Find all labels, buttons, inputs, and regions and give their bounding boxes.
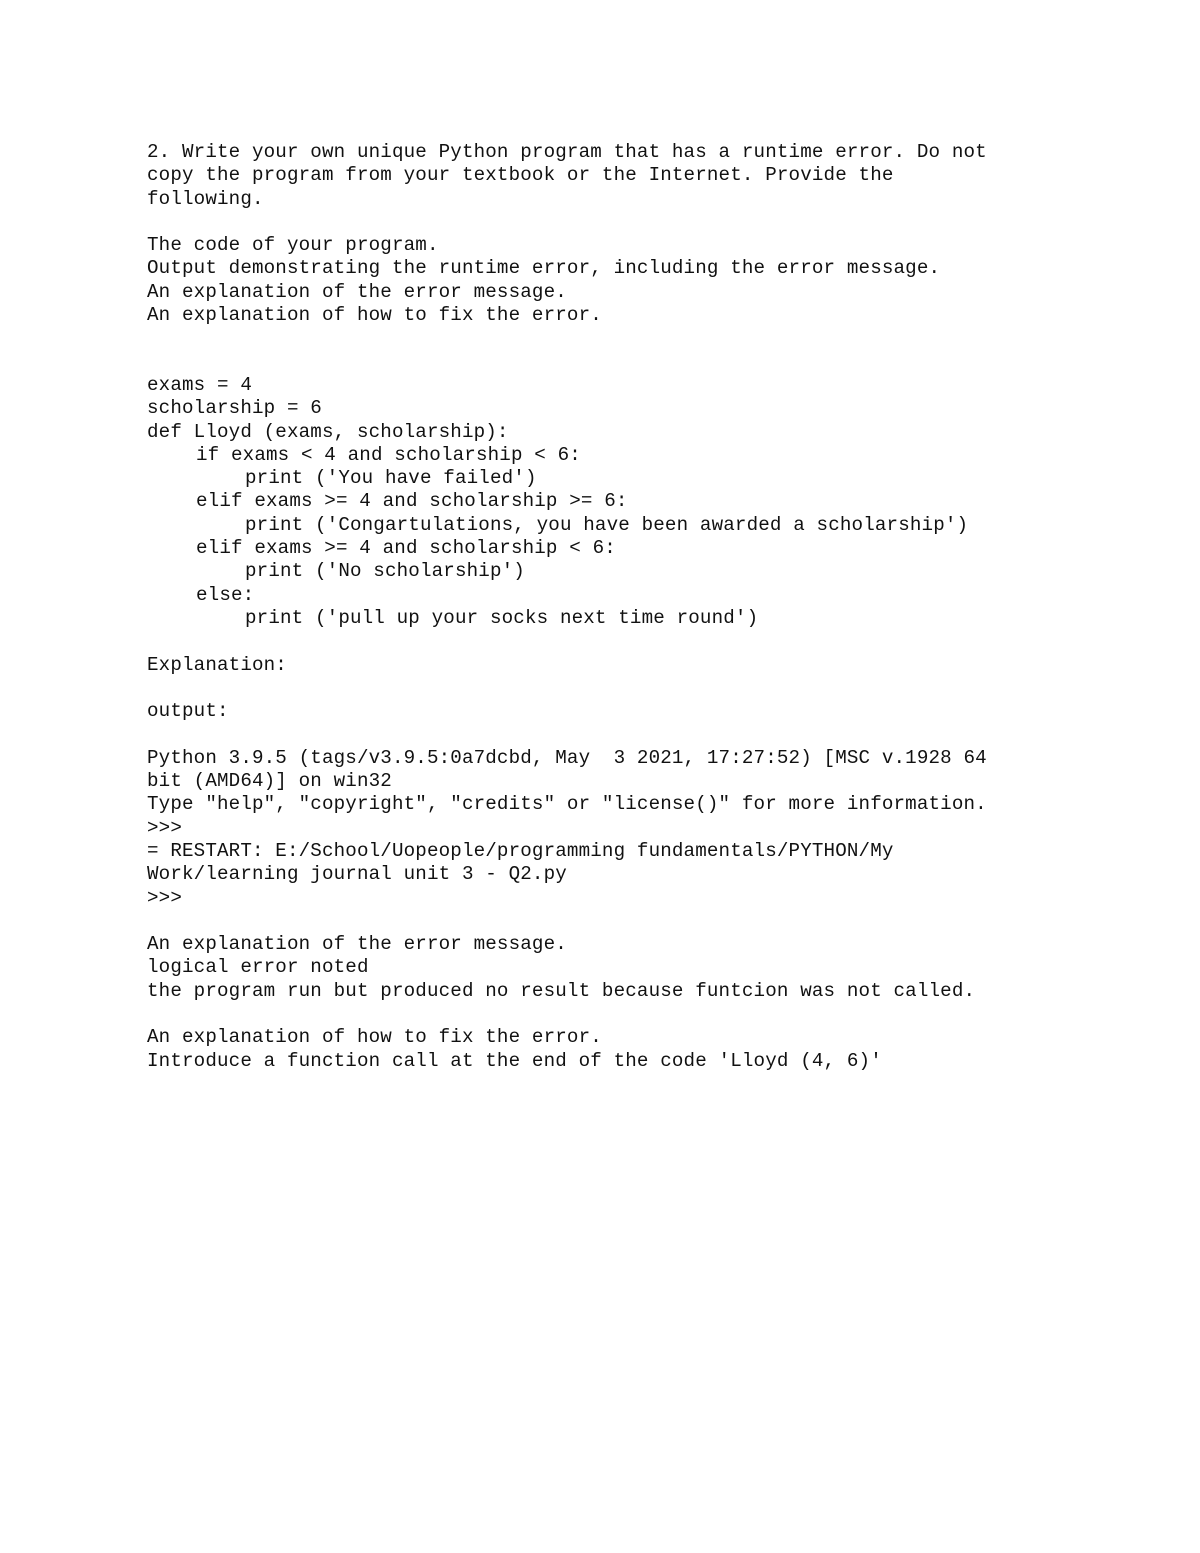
shell-line: Type "help", "copyright", "credits" or "license()" for more information.: [147, 793, 987, 816]
shell-line: Work/learning journal unit 3 - Q2.py: [147, 863, 567, 886]
requirement-item: Output demonstrating the runtime error, including the error message.: [147, 257, 941, 280]
requirement-item: An explanation of how to fix the error.: [147, 304, 602, 327]
explanation-label: Explanation:: [147, 653, 287, 676]
code-line: print ('Congartulations, you have been awarded a scholarship'): [245, 513, 969, 536]
error-explanation-line: logical error noted: [147, 956, 369, 979]
code-line: elif exams >= 4 and scholarship >= 6:: [196, 490, 628, 513]
requirement-item: An explanation of the error message.: [147, 280, 567, 303]
fix-explanation: [147, 1026, 1147, 1073]
code-line: elif exams >= 4 and scholarship < 6:: [196, 537, 616, 560]
shell-line: Python 3.9.5 (tags/v3.9.5:0a7dcbd, May 3 2021, 17:27:52) [MSC v.1928 64: [147, 746, 987, 769]
shell-line: = RESTART: E:/School/Uopeople/programming fundamentals/PYTHON/My: [147, 839, 894, 862]
code-listing: [147, 374, 1147, 630]
code-line: print ('No scholarship'): [245, 560, 525, 583]
shell-output: [147, 747, 1147, 910]
shell-line: >>>: [147, 886, 182, 909]
code-line: print ('You have failed'): [245, 467, 537, 490]
code-line: def Lloyd (exams, scholarship):: [147, 420, 509, 443]
document-body: [147, 141, 1147, 1073]
shell-line: >>>: [147, 816, 182, 839]
fix-explanation-line: An explanation of how to fix the error.: [147, 1026, 602, 1049]
code-line: else:: [196, 583, 255, 606]
question-text: [147, 141, 1147, 211]
question-line: copy the program from your textbook or the Internet. Provide the: [147, 164, 894, 187]
code-line: scholarship = 6: [147, 397, 322, 420]
question-line: 2. Write your own unique Python program that has a runtime error. Do not: [147, 141, 987, 163]
code-line: print ('pull up your socks next time round'): [245, 606, 759, 629]
requirement-item: The code of your program.: [147, 234, 439, 257]
question-line: following.: [147, 187, 264, 210]
fix-explanation-line: Introduce a function call at the end of the code 'Lloyd (4, 6)': [147, 1049, 882, 1072]
error-explanation: [147, 933, 1147, 1003]
requirements-list: [147, 234, 1147, 327]
error-explanation-line: the program run but produced no result because funtcion was not called.: [147, 979, 976, 1002]
output-label: output:: [147, 700, 229, 723]
shell-line: bit (AMD64)] on win32: [147, 770, 392, 793]
code-line: if exams < 4 and scholarship < 6:: [196, 443, 581, 466]
error-explanation-line: An explanation of the error message.: [147, 933, 567, 956]
code-line: exams = 4: [147, 373, 252, 396]
